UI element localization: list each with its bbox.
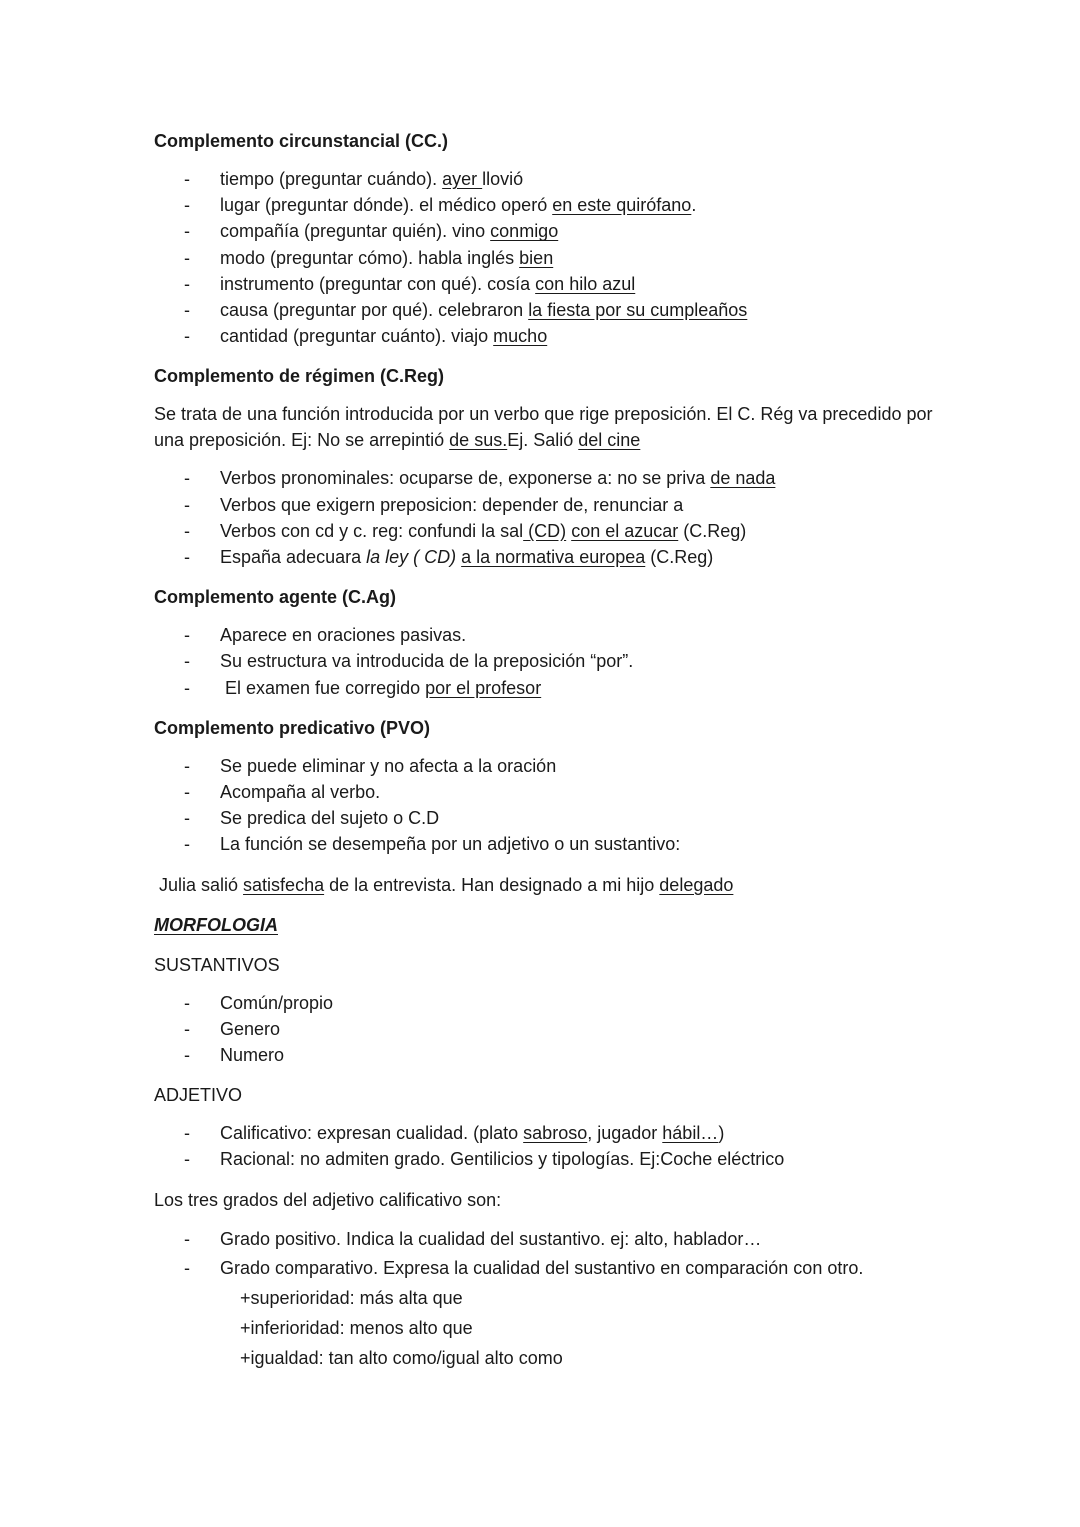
- list-item: - Acompaña al verbo.: [154, 779, 934, 805]
- list-item: - Común/propio: [154, 990, 934, 1016]
- document-page: [154, 128, 934, 1387]
- list-item: - Aparece en oraciones pasivas.: [154, 622, 934, 648]
- list-item: - España adecuara la ley ( CD) a la normativa europea (C.Reg): [154, 544, 934, 570]
- list-item: - modo (preguntar cómo). habla inglés bien: [154, 245, 934, 271]
- heading-cc: Complemento circunstancial (CC.): [154, 131, 449, 151]
- creg-intro: Se trata de una función introducida por un verbo que rige preposición. El C. Rég va precedido por una preposición. Ej: No se arrepintió de sus.Ej. Salió del cine: [154, 404, 933, 451]
- list-item: - Verbos que exigern preposicion: depender de, renunciar a: [154, 492, 934, 518]
- section-cag: [154, 584, 934, 701]
- list-item: - Numero: [154, 1042, 934, 1068]
- list-item: - Genero: [154, 1016, 934, 1042]
- list-item: - Grado comparativo. Expresa la cualidad del sustantivo en comparación con otro.: [154, 1254, 934, 1283]
- adjetivo-title: ADJETIVO: [154, 1085, 243, 1106]
- list-item: - cantidad (preguntar cuánto). viajo mucho: [154, 323, 934, 349]
- heading-morfologia: MORFOLOGIA: [154, 914, 278, 935]
- list-item: - Verbos pronominales: ocuparse de, exponerse a: no se priva de nada: [154, 465, 934, 491]
- list-item: - compañía (preguntar quién). vino conmigo: [154, 218, 934, 244]
- adjetivo-list: [154, 1120, 934, 1172]
- list-item: - Su estructura va introducida de la preposición “por”.: [154, 648, 934, 674]
- sustantivos-title: SUSTANTIVOS: [154, 954, 280, 975]
- section-morfologia: [154, 912, 934, 1373]
- list-item: - instrumento (preguntar con qué). cosía con hilo azul: [154, 271, 934, 297]
- sustantivos-list: [154, 990, 934, 1069]
- list-item: - Calificativo: expresan cualidad. (plato sabroso, jugador hábil…): [154, 1120, 934, 1146]
- heading-cag: Complemento agente (C.Ag): [154, 587, 397, 608]
- cag-list: [154, 622, 934, 701]
- section-pvo: [154, 715, 934, 898]
- sub-item-superioridad: +superioridad: más alta que: [240, 1287, 463, 1308]
- heading-creg: Complemento de régimen (C.Reg): [154, 366, 445, 387]
- list-item: - Se puede eliminar y no afecta a la oración: [154, 753, 934, 779]
- heading-pvo: Complemento predicativo (PVO): [154, 717, 431, 738]
- list-item: - La función se desempeña por un adjetivo o un sustantivo:: [154, 831, 934, 857]
- list-item: - Racional: no admiten grado. Gentilicios y tipologías. Ej:Coche eléctrico: [154, 1146, 934, 1172]
- cc-list: [154, 166, 934, 349]
- creg-list: [154, 465, 934, 570]
- list-item: - Se predica del sujeto o C.D: [154, 805, 934, 831]
- sub-item-igualdad: +igualdad: tan alto como/igual alto como: [240, 1347, 563, 1368]
- list-item: - lugar (preguntar dónde). el médico operó en este quirófano.: [154, 192, 934, 218]
- list-item: - tiempo (preguntar cuándo). ayer llovió: [154, 166, 934, 192]
- list-item: - Verbos con cd y c. reg: confundi la sal (CD) con el azucar (C.Reg): [154, 518, 934, 544]
- grados-list: [154, 1225, 934, 1283]
- pvo-list: [154, 753, 934, 858]
- list-item: - El examen fue corregido por el profesor: [154, 675, 934, 701]
- section-creg: [154, 363, 934, 570]
- grados-title: Los tres grados del adjetivo calificativo son:: [154, 1189, 502, 1210]
- sub-item-inferioridad: +inferioridad: menos alto que: [240, 1317, 473, 1338]
- list-item: - Grado positivo. Indica la cualidad del sustantivo. ej: alto, hablador…: [154, 1225, 934, 1254]
- section-cc: [154, 128, 934, 349]
- pvo-example: Julia salió satisfecha de la entrevista. Han designado a mi hijo delegado: [154, 874, 734, 895]
- list-item: - causa (preguntar por qué). celebraron la fiesta por su cumpleaños: [154, 297, 934, 323]
